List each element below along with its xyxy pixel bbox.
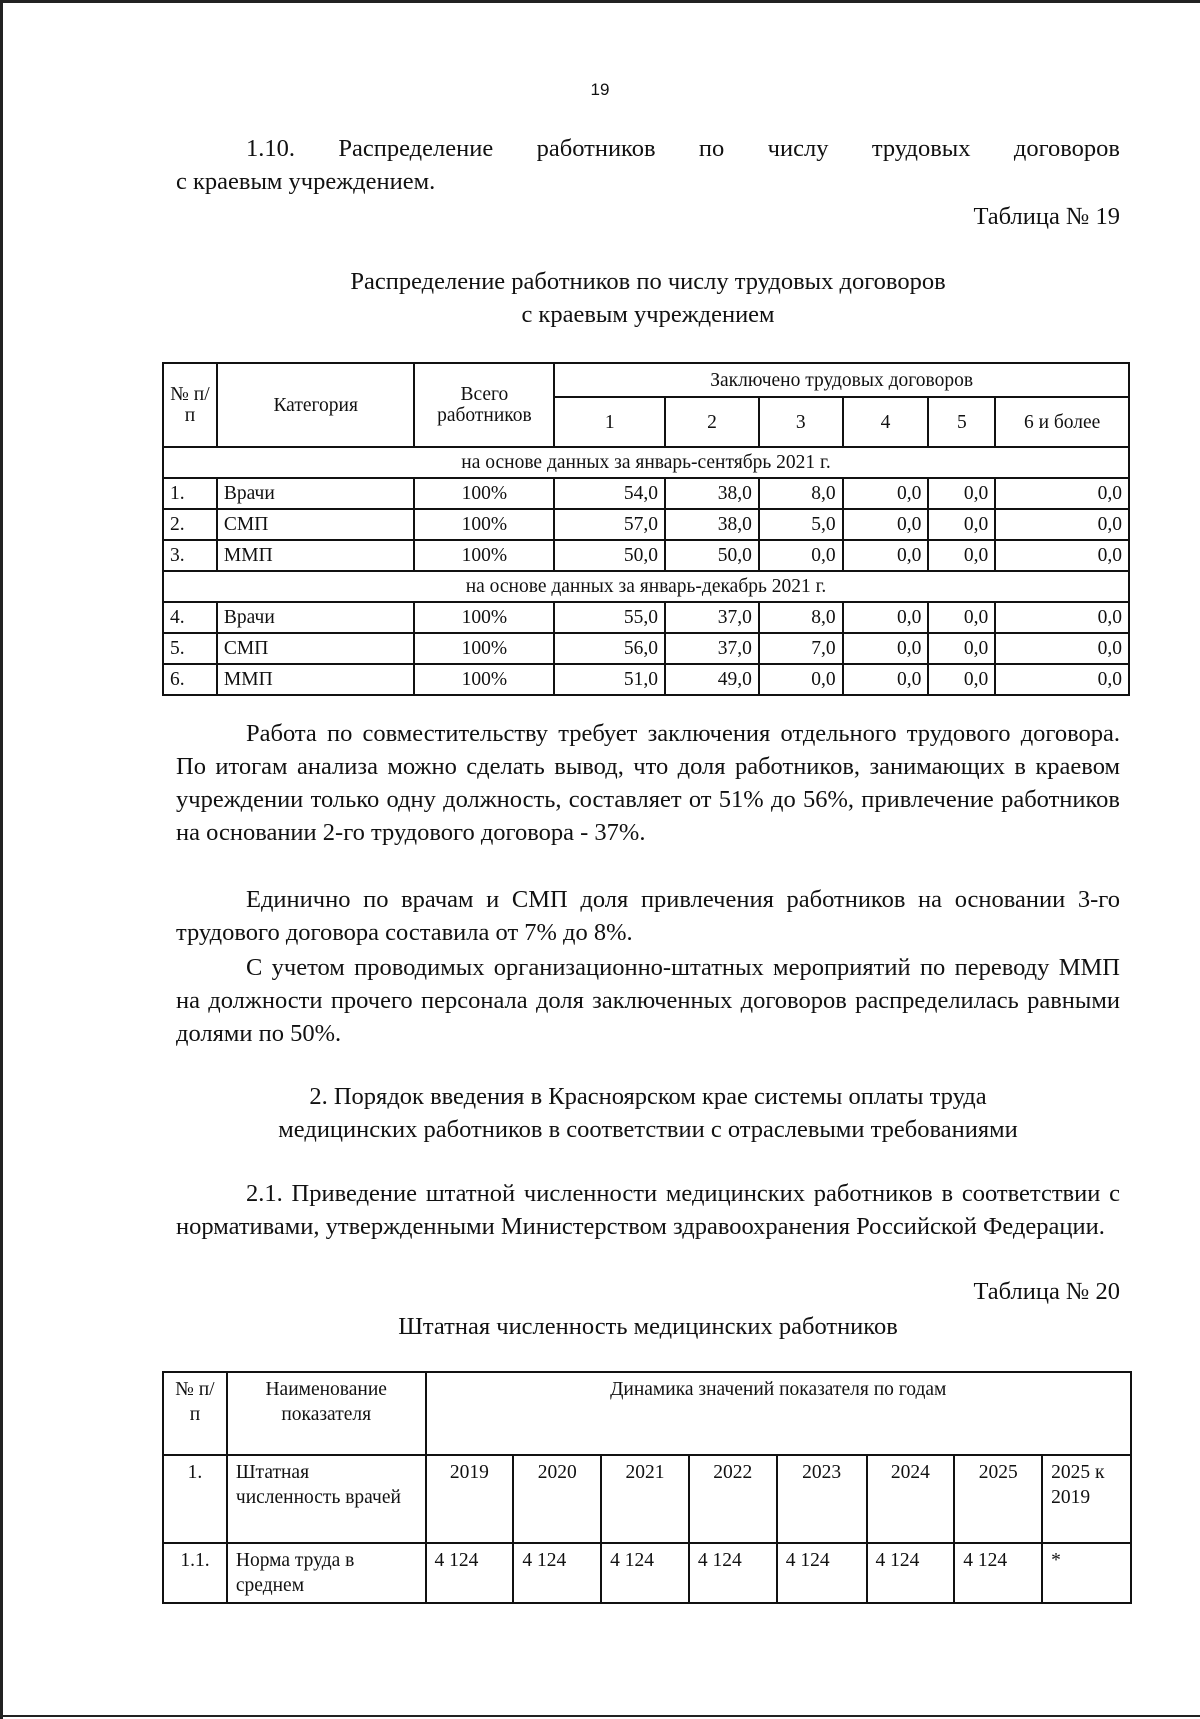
table-row xyxy=(163,1455,1131,1543)
row-value: 0,0 xyxy=(995,478,1129,509)
row-category: СМП xyxy=(217,633,415,664)
table20-label: Таблица № 20 xyxy=(973,1278,1120,1305)
table19-title-line2: с краевым учреждением xyxy=(521,301,775,328)
row-value: 0,0 xyxy=(843,602,929,633)
table-row xyxy=(163,478,1129,509)
row-value: 57,0 xyxy=(554,509,665,540)
row-value: 5,0 xyxy=(759,509,843,540)
row-value: 0,0 xyxy=(995,509,1129,540)
row-value: 50,0 xyxy=(554,540,665,571)
row-total: 100% xyxy=(414,664,554,695)
table19-header-row-1 xyxy=(163,363,1129,397)
section-1-10-line2: с краевым учреждением. xyxy=(176,168,436,195)
row-value: 0,0 xyxy=(995,664,1129,695)
row-value: 0,0 xyxy=(928,633,995,664)
row-value: 0,0 xyxy=(843,664,929,695)
row-value: 38,0 xyxy=(665,478,759,509)
row-num: 1.1. xyxy=(163,1543,227,1603)
row-value: 4 124 xyxy=(777,1543,867,1603)
table19-col-6: 6 и более xyxy=(995,397,1129,447)
section2-heading-line1: 2. Порядок введения в Красноярском крае системы оплаты труда xyxy=(309,1083,987,1110)
section2-1: 2.1. Приведение штатной численности медицинских работников в соответствии с нормативами, утвержденными Министерством здравоохранения Российской Федерации. xyxy=(176,1180,1120,1240)
table19-col-1: 1 xyxy=(554,397,665,447)
table19 xyxy=(162,362,1130,696)
table19-header-num: № п/п xyxy=(163,363,217,447)
table19-col-4: 4 xyxy=(843,397,929,447)
page-number: 19 xyxy=(590,80,610,99)
paragraph-1: Работа по совместительству требует заключения отдельного трудового договора. По итогам анализа можно сделать вывод, что доля работников, занимающих в краевом учреждении только одну должность, составляет от 51% до 56%, привлечение работников на основании 2-го трудового договора - 37%. xyxy=(176,720,1120,846)
table20 xyxy=(162,1371,1132,1604)
table20-title: Штатная численность медицинских работников xyxy=(398,1313,898,1340)
table20-header-name: Наименование показателя xyxy=(227,1372,426,1455)
paragraph-3: С учетом проводимых организационно-штатных мероприятий по переводу ММП на должности прочего персонала доля заключенных договоров распределилась равными долями по 50%. xyxy=(176,954,1120,1047)
table-row xyxy=(163,540,1129,571)
row-name: Штатная численность врачей xyxy=(227,1455,426,1543)
table20-header-row xyxy=(163,1372,1131,1455)
row-value: 2022 xyxy=(689,1455,777,1543)
row-value: 4 124 xyxy=(601,1543,689,1603)
page-border-bottom xyxy=(0,1715,1200,1717)
row-value: 55,0 xyxy=(554,602,665,633)
table19-title-line1: Распределение работников по числу трудовых договоров xyxy=(350,268,946,295)
row-num: 3. xyxy=(163,540,217,571)
row-value: 50,0 xyxy=(665,540,759,571)
row-num: 4. xyxy=(163,602,217,633)
table19-col-3: 3 xyxy=(759,397,843,447)
row-value: 0,0 xyxy=(843,478,929,509)
page-border-top xyxy=(0,0,1200,3)
row-value: 2023 xyxy=(777,1455,867,1543)
row-value: 0,0 xyxy=(995,633,1129,664)
table19-header-total: Всего работников xyxy=(414,363,554,447)
row-value: 0,0 xyxy=(759,540,843,571)
table19-group-row xyxy=(163,447,1129,478)
row-total: 100% xyxy=(414,540,554,571)
row-value: 0,0 xyxy=(928,602,995,633)
row-value: 7,0 xyxy=(759,633,843,664)
table19-group-label: на основе данных за январь-сентябрь 2021 г. xyxy=(163,447,1129,478)
row-value: 0,0 xyxy=(995,540,1129,571)
row-value: 4 124 xyxy=(867,1543,955,1603)
row-value: 0,0 xyxy=(843,509,929,540)
row-value: 2024 xyxy=(867,1455,955,1543)
row-value: 0,0 xyxy=(928,509,995,540)
table19-header-category: Категория xyxy=(217,363,415,447)
table-row xyxy=(163,509,1129,540)
row-category: ММП xyxy=(217,540,415,571)
row-value: * xyxy=(1042,1543,1131,1603)
row-value: 37,0 xyxy=(665,602,759,633)
row-category: Врачи xyxy=(217,478,415,509)
row-value: 8,0 xyxy=(759,478,843,509)
row-value: 0,0 xyxy=(928,540,995,571)
row-value: 0,0 xyxy=(843,540,929,571)
row-total: 100% xyxy=(414,478,554,509)
table19-col-2: 2 xyxy=(665,397,759,447)
row-value: 8,0 xyxy=(759,602,843,633)
row-value: 4 124 xyxy=(426,1543,514,1603)
row-total: 100% xyxy=(414,602,554,633)
page-border-left xyxy=(0,0,3,1719)
row-num: 1. xyxy=(163,1455,227,1543)
row-value: 54,0 xyxy=(554,478,665,509)
row-value: 0,0 xyxy=(759,664,843,695)
row-name: Норма труда в среднем xyxy=(227,1543,426,1603)
row-value: 38,0 xyxy=(665,509,759,540)
row-value: 0,0 xyxy=(928,664,995,695)
table19-col-5: 5 xyxy=(928,397,995,447)
row-value: 56,0 xyxy=(554,633,665,664)
row-num: 1. xyxy=(163,478,217,509)
section2-heading-line2: медицинских работников в соответствии с отраслевыми требованиями xyxy=(278,1116,1018,1143)
row-category: СМП xyxy=(217,509,415,540)
row-value: 4 124 xyxy=(513,1543,601,1603)
table19-label: Таблица № 19 xyxy=(973,203,1120,230)
row-total: 100% xyxy=(414,509,554,540)
row-total: 100% xyxy=(414,633,554,664)
row-value: 49,0 xyxy=(665,664,759,695)
table-row xyxy=(163,664,1129,695)
row-category: ММП xyxy=(217,664,415,695)
table-row xyxy=(163,633,1129,664)
row-value: 4 124 xyxy=(954,1543,1042,1603)
row-value: 0,0 xyxy=(995,602,1129,633)
row-num: 2. xyxy=(163,509,217,540)
row-value: 2021 xyxy=(601,1455,689,1543)
row-value: 0,0 xyxy=(928,478,995,509)
row-value: 2019 xyxy=(426,1455,514,1543)
table19-header-contracts: Заключено трудовых договоров xyxy=(554,363,1129,397)
paragraph-2: Единично по врачам и СМП доля привлечения работников на основании 3-го трудового договора составила от 7% до 8%. xyxy=(176,886,1120,946)
row-value: 2025 xyxy=(954,1455,1042,1543)
row-value: 2025 к 2019 xyxy=(1042,1455,1131,1543)
table-row xyxy=(163,1543,1131,1603)
row-value: 37,0 xyxy=(665,633,759,664)
row-value: 0,0 xyxy=(843,633,929,664)
section-1-10-line1: 1.10. Распределение работников по числу трудовых договоров xyxy=(246,135,1120,162)
table19-group-label: на основе данных за январь-декабрь 2021 г. xyxy=(163,571,1129,602)
row-num: 6. xyxy=(163,664,217,695)
table-row xyxy=(163,602,1129,633)
table20-header-dynamics: Динамика значений показателя по годам xyxy=(426,1372,1131,1455)
table20-header-num: № п/п xyxy=(163,1372,227,1455)
row-value: 4 124 xyxy=(689,1543,777,1603)
row-value: 2020 xyxy=(513,1455,601,1543)
table19-group-row xyxy=(163,571,1129,602)
row-value: 51,0 xyxy=(554,664,665,695)
row-category: Врачи xyxy=(217,602,415,633)
row-num: 5. xyxy=(163,633,217,664)
